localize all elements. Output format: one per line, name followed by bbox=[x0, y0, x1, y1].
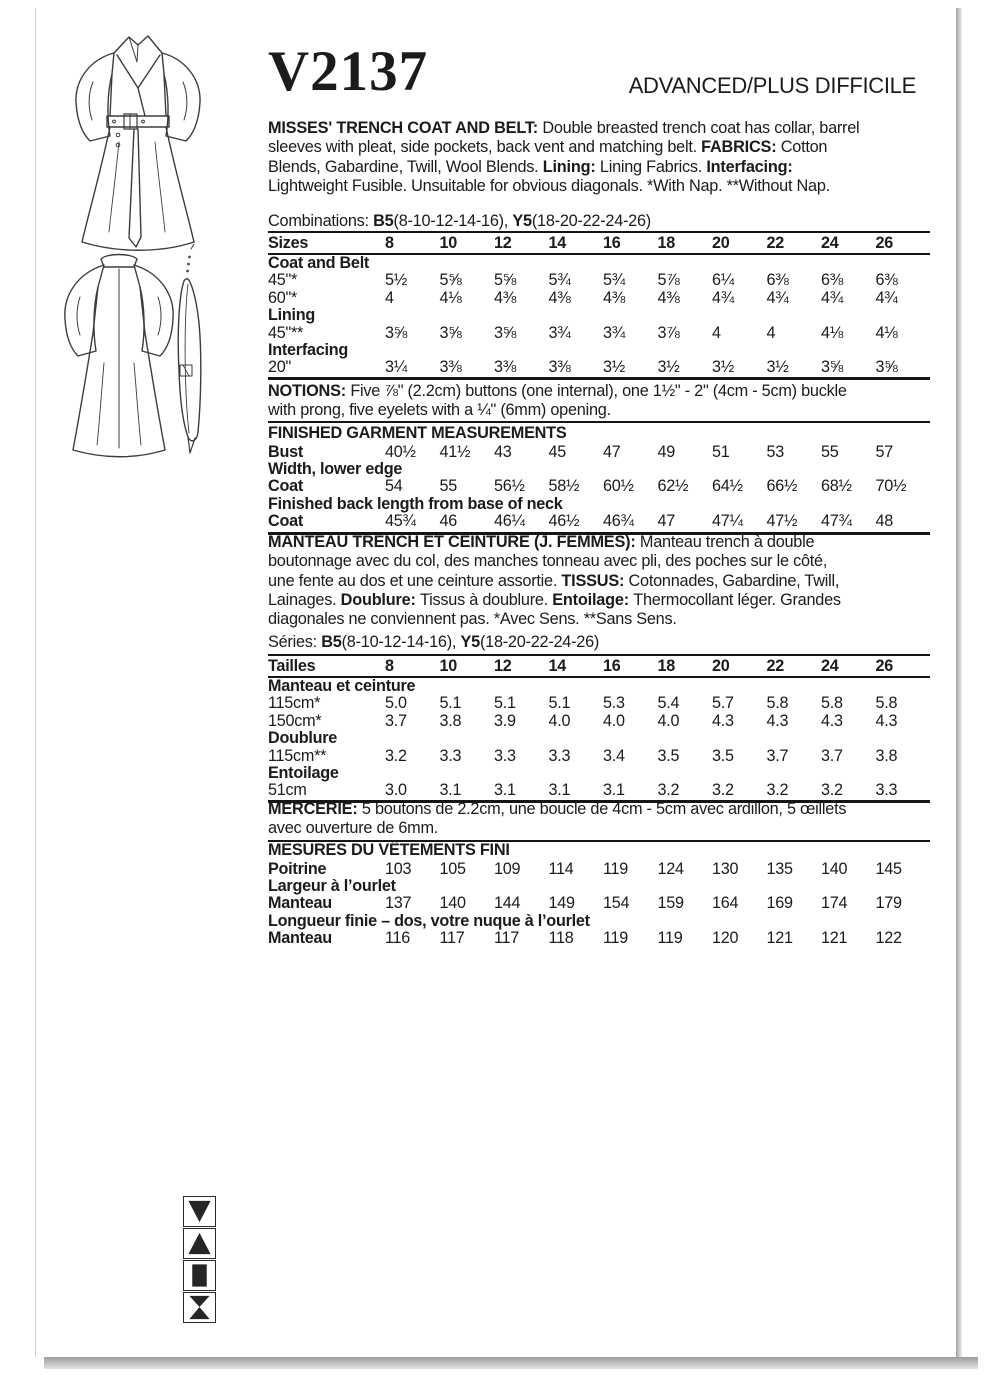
bold-text-run: B5 bbox=[373, 212, 394, 230]
series-line bbox=[268, 633, 930, 652]
bold-text-run: MANTEAU TRENCH ET CEINTURE (J. FEMMES): bbox=[268, 533, 640, 551]
text-run: une fente au dos et une ceinture assortie. bbox=[268, 571, 562, 590]
size-column-header: 10 bbox=[439, 234, 458, 252]
value-cell: 53 bbox=[766, 442, 785, 461]
size-column-header: 22 bbox=[766, 234, 785, 252]
section-label: Doublure bbox=[268, 729, 338, 748]
text-run: Lining Fabrics. bbox=[599, 157, 707, 176]
size-column-header: 8 bbox=[385, 234, 394, 252]
value-cell: 5½ bbox=[385, 271, 408, 290]
value-cell: 122 bbox=[875, 929, 902, 948]
difficulty-label: ADVANCED/PLUS DIFFICILE bbox=[628, 73, 916, 98]
text-run: with prong, five eyelets with a ¼" (6mm) opening. bbox=[268, 400, 611, 419]
section-label: Width, lower edge bbox=[268, 459, 403, 478]
value-cell: 3.2 bbox=[821, 781, 843, 800]
row-label: Coat bbox=[268, 477, 303, 496]
row-label: 51cm bbox=[268, 781, 307, 800]
row-label: Bust bbox=[268, 442, 303, 461]
value-cell: 5.7 bbox=[712, 694, 734, 713]
table-section-row bbox=[268, 461, 930, 478]
value-cell: 140 bbox=[821, 859, 848, 878]
row-label: 45"* bbox=[268, 271, 298, 290]
value-cell: 117 bbox=[494, 929, 520, 948]
size-column-header: 8 bbox=[385, 657, 394, 675]
value-cell: 3⅜ bbox=[439, 358, 462, 377]
text-run: Manteau trench à double bbox=[639, 533, 815, 551]
size-column-header: 16 bbox=[603, 234, 621, 252]
bold-text-run: Lining: bbox=[542, 157, 600, 176]
value-cell: 109 bbox=[494, 859, 521, 878]
table-section-row bbox=[268, 255, 930, 272]
value-cell: 51 bbox=[712, 442, 730, 461]
value-cell: 3½ bbox=[766, 358, 789, 377]
size-column-header: 20 bbox=[712, 657, 730, 675]
table-section-row bbox=[268, 730, 930, 747]
value-cell: 103 bbox=[385, 859, 412, 878]
value-cell: 5.3 bbox=[603, 694, 625, 713]
row-label: Manteau bbox=[268, 894, 332, 913]
value-cell: 5.1 bbox=[494, 694, 516, 713]
table-section-row bbox=[268, 913, 930, 930]
text-run: Five ⅞" (2.2cm) buttons (one internal), one 1½" - 2" (4cm - 5cm) buckle bbox=[350, 382, 847, 400]
value-cell: 58½ bbox=[548, 477, 580, 496]
value-cell: 4.3 bbox=[821, 711, 843, 730]
value-cell: 114 bbox=[548, 859, 574, 878]
table-row bbox=[268, 748, 930, 765]
value-cell: 3.2 bbox=[657, 781, 680, 800]
value-cell: 5.0 bbox=[385, 694, 407, 713]
page-edge-left bbox=[35, 8, 36, 1357]
value-cell: 56½ bbox=[494, 477, 525, 496]
value-cell: 45 bbox=[548, 442, 567, 461]
cut-symbol-triangle-down-icon bbox=[183, 1196, 216, 1227]
value-cell: 179 bbox=[875, 894, 902, 913]
yardage-table-imperial bbox=[268, 231, 930, 380]
value-cell: 4.0 bbox=[657, 711, 680, 730]
value-cell: 4 bbox=[712, 323, 721, 342]
value-cell: 3.5 bbox=[712, 746, 734, 765]
value-cell: 49 bbox=[657, 442, 676, 461]
value-cell: 135 bbox=[766, 859, 793, 878]
value-cell: 116 bbox=[385, 929, 411, 948]
size-column-header: 22 bbox=[766, 657, 785, 675]
value-cell: 4⅜ bbox=[657, 288, 680, 307]
section-label: Manteau et ceinture bbox=[268, 677, 416, 695]
table-row bbox=[268, 478, 930, 495]
table-row bbox=[268, 290, 930, 307]
value-cell: 6⅜ bbox=[875, 271, 898, 290]
value-cell: 3.4 bbox=[603, 746, 625, 765]
table-row bbox=[268, 930, 930, 947]
text-run: (18-20-22-24-26) bbox=[479, 633, 600, 651]
value-cell: 5⅝ bbox=[439, 271, 462, 290]
text-run: Cotton bbox=[780, 138, 828, 157]
page-edge-right bbox=[956, 8, 962, 1357]
header bbox=[268, 36, 930, 102]
value-cell: 3.1 bbox=[494, 781, 516, 800]
value-cell: 62½ bbox=[657, 477, 689, 496]
value-cell: 4.0 bbox=[603, 711, 625, 730]
value-cell: 68½ bbox=[821, 477, 852, 496]
value-cell: 3.8 bbox=[439, 711, 462, 730]
value-cell: 6¼ bbox=[712, 271, 735, 290]
size-column-header: 26 bbox=[875, 657, 894, 675]
coat-front-illustration bbox=[57, 32, 207, 257]
size-column-header: 24 bbox=[821, 657, 839, 675]
value-cell: 55 bbox=[821, 442, 839, 461]
cut-symbol-strip bbox=[183, 1196, 218, 1323]
finished-measurements-metric bbox=[268, 840, 930, 947]
value-cell: 3.5 bbox=[657, 746, 680, 765]
value-cell: 46 bbox=[439, 512, 458, 531]
table-section-row bbox=[268, 342, 930, 359]
size-column-header: 20 bbox=[712, 234, 730, 252]
value-cell: 3½ bbox=[657, 358, 680, 377]
value-cell: 4.3 bbox=[875, 711, 898, 730]
row-label: 20" bbox=[268, 358, 292, 377]
row-label: 115cm* bbox=[268, 694, 321, 713]
value-cell: 118 bbox=[548, 929, 574, 948]
value-cell: 124 bbox=[657, 859, 684, 878]
section-label: Finished back length from base of neck bbox=[268, 494, 563, 513]
value-cell: 119 bbox=[657, 929, 683, 948]
table-row bbox=[268, 513, 930, 530]
bold-text-run: Y5 bbox=[460, 633, 480, 651]
value-cell: 3⅞ bbox=[657, 323, 680, 342]
value-cell: 3.7 bbox=[766, 746, 789, 765]
bold-text-run: B5 bbox=[321, 633, 342, 651]
value-cell: 5¾ bbox=[603, 271, 626, 290]
table-header-row bbox=[268, 656, 930, 678]
text-run: avec ouverture de 6mm. bbox=[268, 818, 439, 837]
description-english bbox=[268, 119, 930, 196]
section-label: Longueur finie – dos, votre nuque à l’ourlet bbox=[268, 911, 590, 930]
value-cell: 4 bbox=[385, 288, 394, 307]
value-cell: 120 bbox=[712, 929, 739, 948]
value-cell: 66½ bbox=[766, 477, 798, 496]
value-cell: 4⅛ bbox=[875, 323, 898, 342]
row-label: Manteau bbox=[268, 929, 332, 948]
text-run: Lainages. bbox=[268, 590, 341, 609]
value-cell: 3⅝ bbox=[439, 323, 462, 342]
value-cell: 169 bbox=[766, 894, 793, 913]
text-run: (8-10-12-14-16), bbox=[341, 633, 461, 651]
value-cell: 4⅜ bbox=[548, 288, 571, 307]
text-run: Lightweight Fusible. Unsuitable for obvious diagonals. *With Nap. **Without Nap. bbox=[268, 176, 830, 195]
cut-symbol-rectangle-icon bbox=[183, 1260, 216, 1291]
table-section-row bbox=[268, 307, 930, 324]
value-cell: 3⅜ bbox=[548, 358, 571, 377]
value-cell: 3¾ bbox=[603, 323, 626, 342]
value-cell: 46¼ bbox=[494, 512, 525, 531]
finished-measurements-imperial-title: FINISHED GARMENT MEASUREMENTS bbox=[268, 424, 567, 442]
value-cell: 3.0 bbox=[385, 781, 407, 800]
value-cell: 4¾ bbox=[821, 288, 844, 307]
table-row bbox=[268, 895, 930, 912]
value-cell: 4¾ bbox=[712, 288, 735, 307]
value-cell: 4.0 bbox=[548, 711, 571, 730]
finished-measurements-metric-rows bbox=[268, 861, 930, 948]
value-cell: 119 bbox=[603, 859, 629, 878]
text-run: (8-10-12-14-16), bbox=[393, 212, 513, 230]
cut-symbol-hourglass-icon bbox=[183, 1292, 216, 1323]
header-label: Tailles bbox=[268, 657, 316, 675]
value-cell: 64½ bbox=[712, 477, 743, 496]
value-cell: 4⅛ bbox=[439, 288, 462, 307]
value-cell: 3.8 bbox=[875, 746, 898, 765]
section-label: Interfacing bbox=[268, 340, 348, 359]
value-cell: 3¾ bbox=[548, 323, 571, 342]
section-label: Lining bbox=[268, 306, 316, 325]
bold-text-run: TISSUS: bbox=[561, 571, 629, 590]
value-cell: 5⅞ bbox=[657, 271, 680, 290]
size-column-header: 14 bbox=[548, 234, 567, 252]
value-cell: 48 bbox=[875, 512, 894, 531]
size-column-header: 26 bbox=[875, 234, 894, 252]
value-cell: 3.3 bbox=[548, 746, 571, 765]
bold-text-run: Interfacing: bbox=[706, 157, 793, 176]
combinations-line bbox=[268, 212, 930, 231]
value-cell: 121 bbox=[821, 929, 848, 948]
pattern-number: V2137 bbox=[268, 40, 429, 103]
value-cell: 3.1 bbox=[603, 781, 625, 800]
table-section-row bbox=[268, 878, 930, 895]
table-row bbox=[268, 713, 930, 730]
table-section-row bbox=[268, 678, 930, 695]
value-cell: 47¼ bbox=[712, 512, 743, 531]
cut-symbol-triangle-up-icon bbox=[183, 1228, 216, 1259]
value-cell: 5¾ bbox=[548, 271, 571, 290]
size-column-header: 24 bbox=[821, 234, 839, 252]
value-cell: 46½ bbox=[548, 512, 580, 531]
value-cell: 3.3 bbox=[875, 781, 898, 800]
finished-measurements-imperial bbox=[268, 421, 930, 535]
value-cell: 3.7 bbox=[385, 711, 407, 730]
value-cell: 119 bbox=[603, 929, 629, 948]
value-cell: 137 bbox=[385, 894, 412, 913]
table-section-row bbox=[268, 765, 930, 782]
value-cell: 149 bbox=[548, 894, 575, 913]
value-cell: 41½ bbox=[439, 442, 471, 461]
section-label: Entoilage bbox=[268, 763, 339, 782]
size-column-header: 18 bbox=[657, 657, 676, 675]
value-cell: 47 bbox=[603, 442, 621, 461]
text-run: Double breasted trench coat has collar, barrel bbox=[542, 119, 860, 137]
size-column-header: 12 bbox=[494, 657, 512, 675]
section-label: Coat and Belt bbox=[268, 254, 370, 272]
value-cell: 130 bbox=[712, 859, 739, 878]
value-cell: 3.7 bbox=[821, 746, 843, 765]
value-cell: 145 bbox=[875, 859, 902, 878]
text-run: diagonales ne conviennent pas. *Avec Sens. **Sans Sens. bbox=[268, 610, 677, 629]
table-header-row bbox=[268, 233, 930, 255]
bold-text-run: Entoilage: bbox=[552, 590, 634, 609]
value-cell: 4⅛ bbox=[821, 323, 844, 342]
text-run: Blends, Gabardine, Twill, Wool Blends. bbox=[268, 157, 543, 176]
row-label: 60"* bbox=[268, 288, 298, 307]
value-cell: 70½ bbox=[875, 477, 907, 496]
value-cell: 3.1 bbox=[439, 781, 462, 800]
header-label: Sizes bbox=[268, 234, 309, 252]
value-cell: 40½ bbox=[385, 442, 416, 461]
bold-text-run: Doublure: bbox=[340, 590, 421, 609]
value-cell: 3.9 bbox=[494, 711, 516, 730]
section-label: Largeur à l’ourlet bbox=[268, 876, 396, 895]
value-cell: 3.1 bbox=[548, 781, 571, 800]
value-cell: 3⅝ bbox=[385, 323, 408, 342]
value-cell: 4 bbox=[766, 323, 776, 342]
value-cell: 5.8 bbox=[875, 694, 898, 713]
value-cell: 140 bbox=[439, 894, 466, 913]
bold-text-run: MERCERIE: bbox=[268, 800, 362, 818]
table-row bbox=[268, 861, 930, 878]
value-cell: 5.1 bbox=[548, 694, 571, 713]
value-cell: 3⅝ bbox=[821, 358, 844, 377]
value-cell: 117 bbox=[439, 929, 465, 948]
mercerie-text bbox=[268, 800, 930, 842]
value-cell: 55 bbox=[439, 477, 458, 496]
text-run: Combinations: bbox=[268, 212, 374, 230]
value-cell: 3.3 bbox=[494, 746, 516, 765]
text-run: 5 boutons de 2.2cm, une boucle de 4cm - 5cm avec ardillon, 5 œillets bbox=[361, 800, 847, 818]
yardage-table-metric bbox=[268, 654, 930, 803]
value-cell: 4.3 bbox=[766, 711, 789, 730]
table-row bbox=[268, 444, 930, 461]
value-cell: 4.3 bbox=[712, 711, 734, 730]
value-cell: 3.3 bbox=[439, 746, 462, 765]
bold-text-run: Y5 bbox=[512, 212, 532, 230]
value-cell: 5.8 bbox=[821, 694, 843, 713]
value-cell: 3⅝ bbox=[875, 358, 898, 377]
table-section-row bbox=[268, 496, 930, 513]
row-label: 115cm** bbox=[268, 746, 327, 765]
value-cell: 3⅜ bbox=[494, 358, 517, 377]
value-cell: 4⅜ bbox=[603, 288, 626, 307]
bold-text-run: FABRICS: bbox=[701, 138, 781, 157]
value-cell: 60½ bbox=[603, 477, 634, 496]
table-row bbox=[268, 782, 930, 799]
value-cell: 105 bbox=[439, 859, 466, 878]
coat-back-and-belt-illustration bbox=[50, 243, 240, 463]
value-cell: 3½ bbox=[712, 358, 735, 377]
value-cell: 4⅜ bbox=[494, 288, 517, 307]
value-cell: 47½ bbox=[766, 512, 798, 531]
value-cell: 174 bbox=[821, 894, 848, 913]
value-cell: 43 bbox=[494, 442, 512, 461]
table-row bbox=[268, 325, 930, 342]
row-label: 45"** bbox=[268, 323, 304, 342]
size-column-header: 16 bbox=[603, 657, 621, 675]
table-row bbox=[268, 359, 930, 376]
value-cell: 47 bbox=[657, 512, 676, 531]
text-run: Cotonnades, Gabardine, Twill, bbox=[628, 571, 840, 590]
table-row bbox=[268, 272, 930, 289]
value-cell: 3.2 bbox=[766, 781, 789, 800]
size-column-header: 12 bbox=[494, 234, 512, 252]
size-column-header: 18 bbox=[657, 234, 676, 252]
value-cell: 3.2 bbox=[385, 746, 407, 765]
value-cell: 3¼ bbox=[385, 358, 408, 377]
table-row bbox=[268, 695, 930, 712]
text-run: Thermocollant léger. Grandes bbox=[633, 590, 841, 609]
text-run: sleeves with pleat, side pockets, back vent and matching belt. bbox=[268, 138, 702, 157]
value-cell: 144 bbox=[494, 894, 521, 913]
value-cell: 164 bbox=[712, 894, 739, 913]
value-cell: 47¾ bbox=[821, 512, 852, 531]
value-cell: 5⅝ bbox=[494, 271, 517, 290]
value-cell: 4¾ bbox=[875, 288, 898, 307]
page-shadow-bottom bbox=[44, 1357, 978, 1369]
finished-measurements-imperial-rows bbox=[268, 444, 930, 531]
row-label: Coat bbox=[268, 512, 303, 531]
value-cell: 46¾ bbox=[603, 512, 634, 531]
row-label: 150cm* bbox=[268, 711, 322, 730]
value-cell: 154 bbox=[603, 894, 630, 913]
value-cell: 159 bbox=[657, 894, 684, 913]
finished-measurements-metric-title: MESURES DU VÊTEMENTS FINI bbox=[268, 841, 510, 859]
value-cell: 4¾ bbox=[766, 288, 789, 307]
description-french bbox=[268, 533, 930, 629]
value-cell: 3½ bbox=[603, 358, 626, 377]
bold-text-run: NOTIONS: bbox=[268, 382, 351, 400]
value-cell: 57 bbox=[875, 442, 894, 461]
text-run: Séries: bbox=[268, 633, 322, 651]
value-cell: 45¾ bbox=[385, 512, 416, 531]
value-cell: 5.4 bbox=[657, 694, 680, 713]
row-label: Poitrine bbox=[268, 859, 327, 878]
value-cell: 121 bbox=[766, 929, 793, 948]
value-cell: 6⅜ bbox=[821, 271, 844, 290]
size-column-header: 14 bbox=[548, 657, 567, 675]
value-cell: 5.8 bbox=[766, 694, 789, 713]
text-run: Tissus à doublure. bbox=[420, 590, 553, 609]
value-cell: 5.1 bbox=[439, 694, 462, 713]
value-cell: 54 bbox=[385, 477, 403, 496]
notions-text bbox=[268, 382, 930, 423]
value-cell: 3⅝ bbox=[494, 323, 517, 342]
text-run: boutonnage avec du col, des manches tonneau avec pli, des poches sur le côté, bbox=[268, 552, 828, 571]
size-column-header: 10 bbox=[439, 657, 458, 675]
bold-text-run: MISSES' TRENCH COAT AND BELT: bbox=[268, 119, 543, 137]
text-run: (18-20-22-24-26) bbox=[531, 212, 651, 230]
value-cell: 6⅜ bbox=[766, 271, 789, 290]
value-cell: 3.2 bbox=[712, 781, 734, 800]
